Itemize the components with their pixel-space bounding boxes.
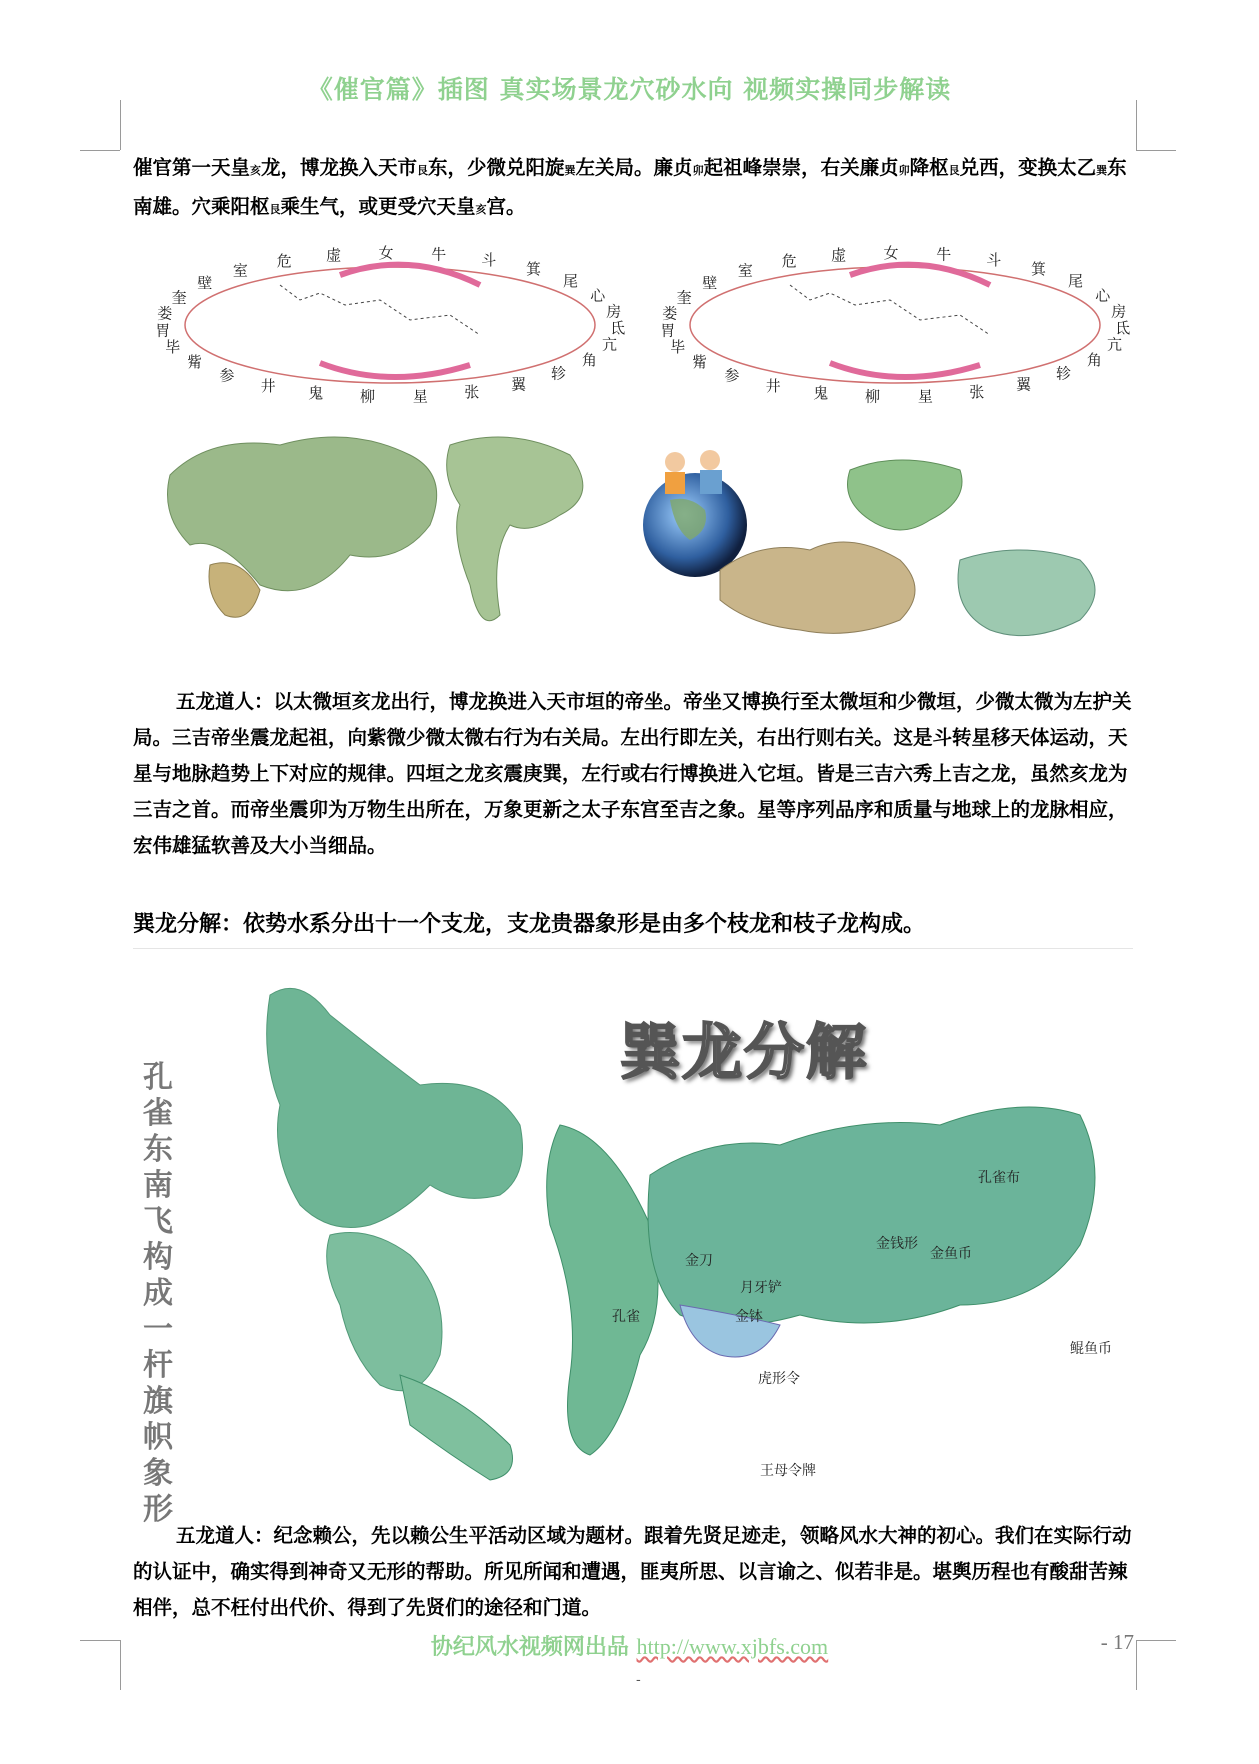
map-label: 鲲鱼币 bbox=[1070, 1341, 1112, 1357]
page-number: - 17 bbox=[1100, 1630, 1134, 1654]
star-chart-right bbox=[690, 265, 1100, 383]
vertical-caption: 孔雀东南飞 构成一杆旗帜象形 bbox=[143, 1060, 173, 1527]
star-mansion-label: 胃 bbox=[155, 321, 171, 340]
page-footer bbox=[0, 1630, 1259, 1661]
star-mansion-label: 斗 bbox=[986, 251, 1002, 270]
star-chart-left bbox=[185, 265, 595, 383]
map-label: 月牙铲 bbox=[740, 1280, 782, 1296]
rotation-arrow bbox=[830, 363, 980, 377]
intro-paragraph: 催官第一天皇亥龙，博龙换入天市艮东，少微兑阳旋巽左关局。廉贞卯起祖峰崇崇，右关廉贞卯降枢艮兑西，变换太乙巽东南雄。穴乘阳枢艮乘生气，或更受穴天皇亥宫。 bbox=[133, 156, 1127, 218]
star-mansion-label: 柳 bbox=[864, 387, 881, 405]
star-labels-left bbox=[155, 245, 625, 405]
star-mansion-label: 轸 bbox=[550, 364, 567, 383]
star-mansion-label: 张 bbox=[464, 383, 480, 402]
star-mansion-label: 虚 bbox=[326, 246, 342, 265]
map-label: 金鱼币 bbox=[930, 1246, 972, 1262]
star-mansion-label: 女 bbox=[378, 245, 394, 262]
star-mansion-label: 娄 bbox=[157, 304, 173, 323]
star-mansion-label: 室 bbox=[737, 261, 753, 280]
star-mansion-label: 房 bbox=[606, 302, 622, 321]
star-mansion-label: 觜 bbox=[187, 353, 203, 372]
star-mansion-label: 翼 bbox=[511, 375, 527, 394]
page-header-title: 《催官篇》插图 真实场景龙穴砂水向 视频实操同步解读 bbox=[307, 75, 952, 104]
star-mansion-label: 胃 bbox=[660, 321, 676, 340]
star-mansion-label: 斗 bbox=[481, 251, 497, 270]
map-label: 孔雀布 bbox=[978, 1170, 1020, 1186]
map-label: 孔雀 bbox=[612, 1309, 640, 1325]
map-label: 王母令牌 bbox=[760, 1463, 816, 1479]
star-mansion-label: 壁 bbox=[702, 274, 718, 292]
star-mansion-label: 箕 bbox=[525, 260, 542, 278]
star-mansion-label: 星 bbox=[917, 387, 933, 405]
rotation-arrow bbox=[850, 265, 990, 285]
star-mansion-label: 毕 bbox=[670, 337, 686, 356]
star-mansion-label: 参 bbox=[219, 366, 235, 385]
crop-mark-top-left bbox=[120, 100, 121, 150]
star-mansion-label: 井 bbox=[765, 376, 781, 395]
star-mansion-label: 虚 bbox=[831, 246, 847, 265]
star-mansion-label: 心 bbox=[1095, 286, 1111, 305]
commentary-paragraph-1: 五龙道人：以太微垣亥龙出行，博龙换进入天市垣的帝坐。帝坐又博换行至太微垣和少微垣，少微太微为左护关局。三吉帝坐震龙起祖，向紫微少微太微右行为右关局。左出行即左关，右出行则右关。这是斗转星移天体运动，天星与地脉趋势上下对应的规律。四垣之龙亥震庚巽，左行或右行博换进入它垣。皆是三吉六秀上吉之龙，虽然亥龙为三吉之首。而帝坐震卯为万物生出所在，万象更新之太子东宫至吉之象。星等序列品序和质量与地球上的龙脉相应，宏伟雄猛软善及大小当细品。 bbox=[133, 690, 1132, 857]
map-label: 金刀 bbox=[685, 1253, 713, 1269]
crop-mark-top-right-h bbox=[1136, 150, 1176, 151]
star-labels-right bbox=[660, 245, 1130, 405]
star-mansion-label: 奎 bbox=[676, 288, 692, 307]
star-mansion-label: 牛 bbox=[431, 245, 447, 264]
star-mansion-label: 危 bbox=[276, 252, 292, 271]
commentary-paragraph-2: 五龙道人：纪念赖公，先以赖公生平活动区域为题材。跟着先贤足迹走，领略风水大神的初心。我们在实际行动的认证中，确实得到神奇又无形的帮助。所见所闻和遭遇，匪夷所思、以言谕之、似若非是。堪舆历程也有酸甜苦辣相伴，总不枉付出代价、得到了先贤们的途径和门道。 bbox=[133, 1524, 1132, 1619]
star-mansion-label: 鬼 bbox=[308, 384, 324, 403]
footer-url-link[interactable]: http://www.xjbfs.com bbox=[636, 1634, 829, 1659]
section-heading: 巽龙分解：依势水系分出十一个支龙，支龙贵器象形是由多个枝龙和枝子龙构成。 bbox=[133, 911, 926, 937]
star-mansion-label: 参 bbox=[724, 366, 740, 385]
star-mansion-label: 亢 bbox=[1106, 335, 1123, 354]
star-mansion-label: 心 bbox=[590, 286, 606, 305]
star-mansion-label: 娄 bbox=[662, 304, 678, 323]
world-map-illustration bbox=[150, 415, 610, 640]
star-mansion-label: 尾 bbox=[1067, 272, 1084, 290]
star-mansion-label: 翼 bbox=[1016, 375, 1032, 394]
star-chart-figure bbox=[150, 245, 1130, 405]
map-label: 金钵 bbox=[735, 1309, 763, 1325]
star-mansion-label: 毕 bbox=[165, 337, 181, 356]
star-mansion-label: 箕 bbox=[1030, 260, 1047, 278]
star-mansion-label: 奎 bbox=[171, 288, 187, 307]
footer-dash: - bbox=[636, 1672, 641, 1688]
star-mansion-label: 氐 bbox=[1115, 318, 1130, 337]
map-label: 金钱形 bbox=[876, 1236, 918, 1252]
star-mansion-label: 星 bbox=[412, 387, 428, 405]
star-mansion-label: 壁 bbox=[197, 274, 213, 292]
star-mansion-label: 轸 bbox=[1055, 364, 1072, 383]
star-mansion-label: 井 bbox=[260, 376, 276, 395]
rotation-arrow bbox=[340, 265, 480, 285]
star-mansion-label: 室 bbox=[232, 261, 248, 280]
rotation-arrow bbox=[320, 363, 470, 377]
star-mansion-label: 张 bbox=[969, 383, 985, 402]
star-mansion-label: 柳 bbox=[359, 387, 376, 405]
star-mansion-label: 角 bbox=[581, 350, 597, 369]
star-mansion-label: 鬼 bbox=[813, 384, 829, 403]
map-big-title: 巽龙分解 bbox=[620, 1018, 868, 1088]
star-mansion-label: 危 bbox=[781, 252, 797, 271]
star-mansion-label: 觜 bbox=[692, 353, 708, 372]
star-mansion-label: 氐 bbox=[610, 318, 626, 337]
section-divider bbox=[133, 948, 1133, 949]
footer-text: 协纪风水视频网出品 bbox=[430, 1634, 629, 1660]
star-mansion-label: 角 bbox=[1086, 350, 1102, 369]
china-map-illustration bbox=[700, 450, 1120, 660]
crop-mark-top-left-h bbox=[80, 150, 120, 151]
map-label: 虎形令 bbox=[758, 1371, 800, 1387]
star-mansion-label: 女 bbox=[883, 245, 899, 262]
crop-mark-top-right bbox=[1136, 100, 1137, 150]
star-mansion-label: 亢 bbox=[601, 335, 618, 354]
star-mansion-label: 牛 bbox=[936, 245, 952, 264]
star-mansion-label: 尾 bbox=[562, 272, 579, 290]
star-mansion-label: 房 bbox=[1111, 302, 1127, 321]
